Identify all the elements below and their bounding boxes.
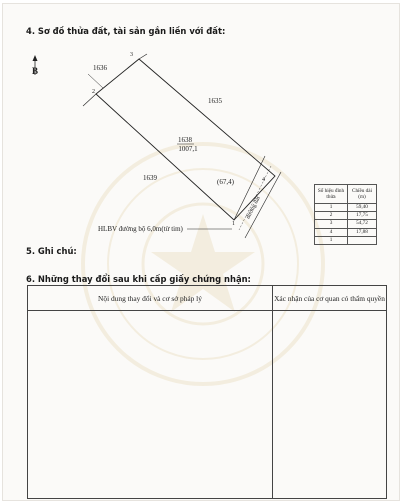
neighbor-1639: 1639 xyxy=(143,174,157,182)
length-cell: 17,88 xyxy=(348,228,377,236)
road-width-label: (67,4) xyxy=(217,178,234,186)
edge-table-header-length: Chiều dài (m) xyxy=(348,185,377,204)
vertex-1: 1 xyxy=(232,221,235,227)
length-cell: 59,40 xyxy=(348,204,377,212)
edge-length-table xyxy=(314,184,377,245)
changes-confirmation-cell[interactable] xyxy=(273,311,387,499)
vertex-cell: 4 xyxy=(315,228,348,236)
neighbor-1635: 1635 xyxy=(208,97,222,105)
buffer-label: HLBV đường bộ 6,0m(từ tim) xyxy=(98,225,183,233)
parcel-id: 1638 xyxy=(178,136,192,144)
length-cell: 17,75 xyxy=(348,212,377,220)
vertex-cell: 2 xyxy=(315,212,348,220)
table-row xyxy=(315,220,377,228)
neighbor-boundary-top xyxy=(139,54,147,59)
parcel-area: 1007,1 xyxy=(178,145,198,153)
table-row xyxy=(315,212,377,220)
certificate-page xyxy=(3,4,399,500)
section-4-heading: 4. Sơ đồ thửa đất, tài sản gắn liền với đất: xyxy=(26,26,226,36)
vertex-2: 2 xyxy=(92,89,95,95)
north-symbol: B xyxy=(31,66,39,76)
vertex-cell: 1 xyxy=(315,236,348,244)
vertex-4: 4 xyxy=(262,177,265,183)
table-row xyxy=(28,311,387,499)
vertex-3: 3 xyxy=(130,52,133,58)
neighbor-divider xyxy=(88,74,103,88)
neighbor-1636: 1636 xyxy=(93,64,107,72)
length-cell: 54,72 xyxy=(348,220,377,228)
edge-table-header-vertex: Số hiệu đỉnh thửa xyxy=(315,185,348,204)
table-row xyxy=(315,236,377,244)
changes-header-confirmation: Xác nhận của cơ quan có thẩm quyền xyxy=(273,286,387,311)
vertex-cell: 1 xyxy=(315,204,348,212)
section-5-heading: 5. Ghi chú: xyxy=(26,246,77,256)
vertex-cell: 3 xyxy=(315,220,348,228)
table-row xyxy=(315,228,377,236)
changes-header-content: Nội dung thay đổi và cơ sở pháp lý xyxy=(28,286,273,311)
parcel-sketch xyxy=(13,44,313,244)
neighbor-boundary-left xyxy=(83,94,96,106)
road-label: đường đất xyxy=(245,195,262,220)
length-cell xyxy=(348,236,377,244)
changes-content-cell[interactable] xyxy=(28,311,273,499)
table-row xyxy=(315,204,377,212)
changes-table xyxy=(27,285,387,499)
section-6-heading: 6. Những thay đổi sau khi cấp giấy chứng nhận: xyxy=(26,274,251,284)
